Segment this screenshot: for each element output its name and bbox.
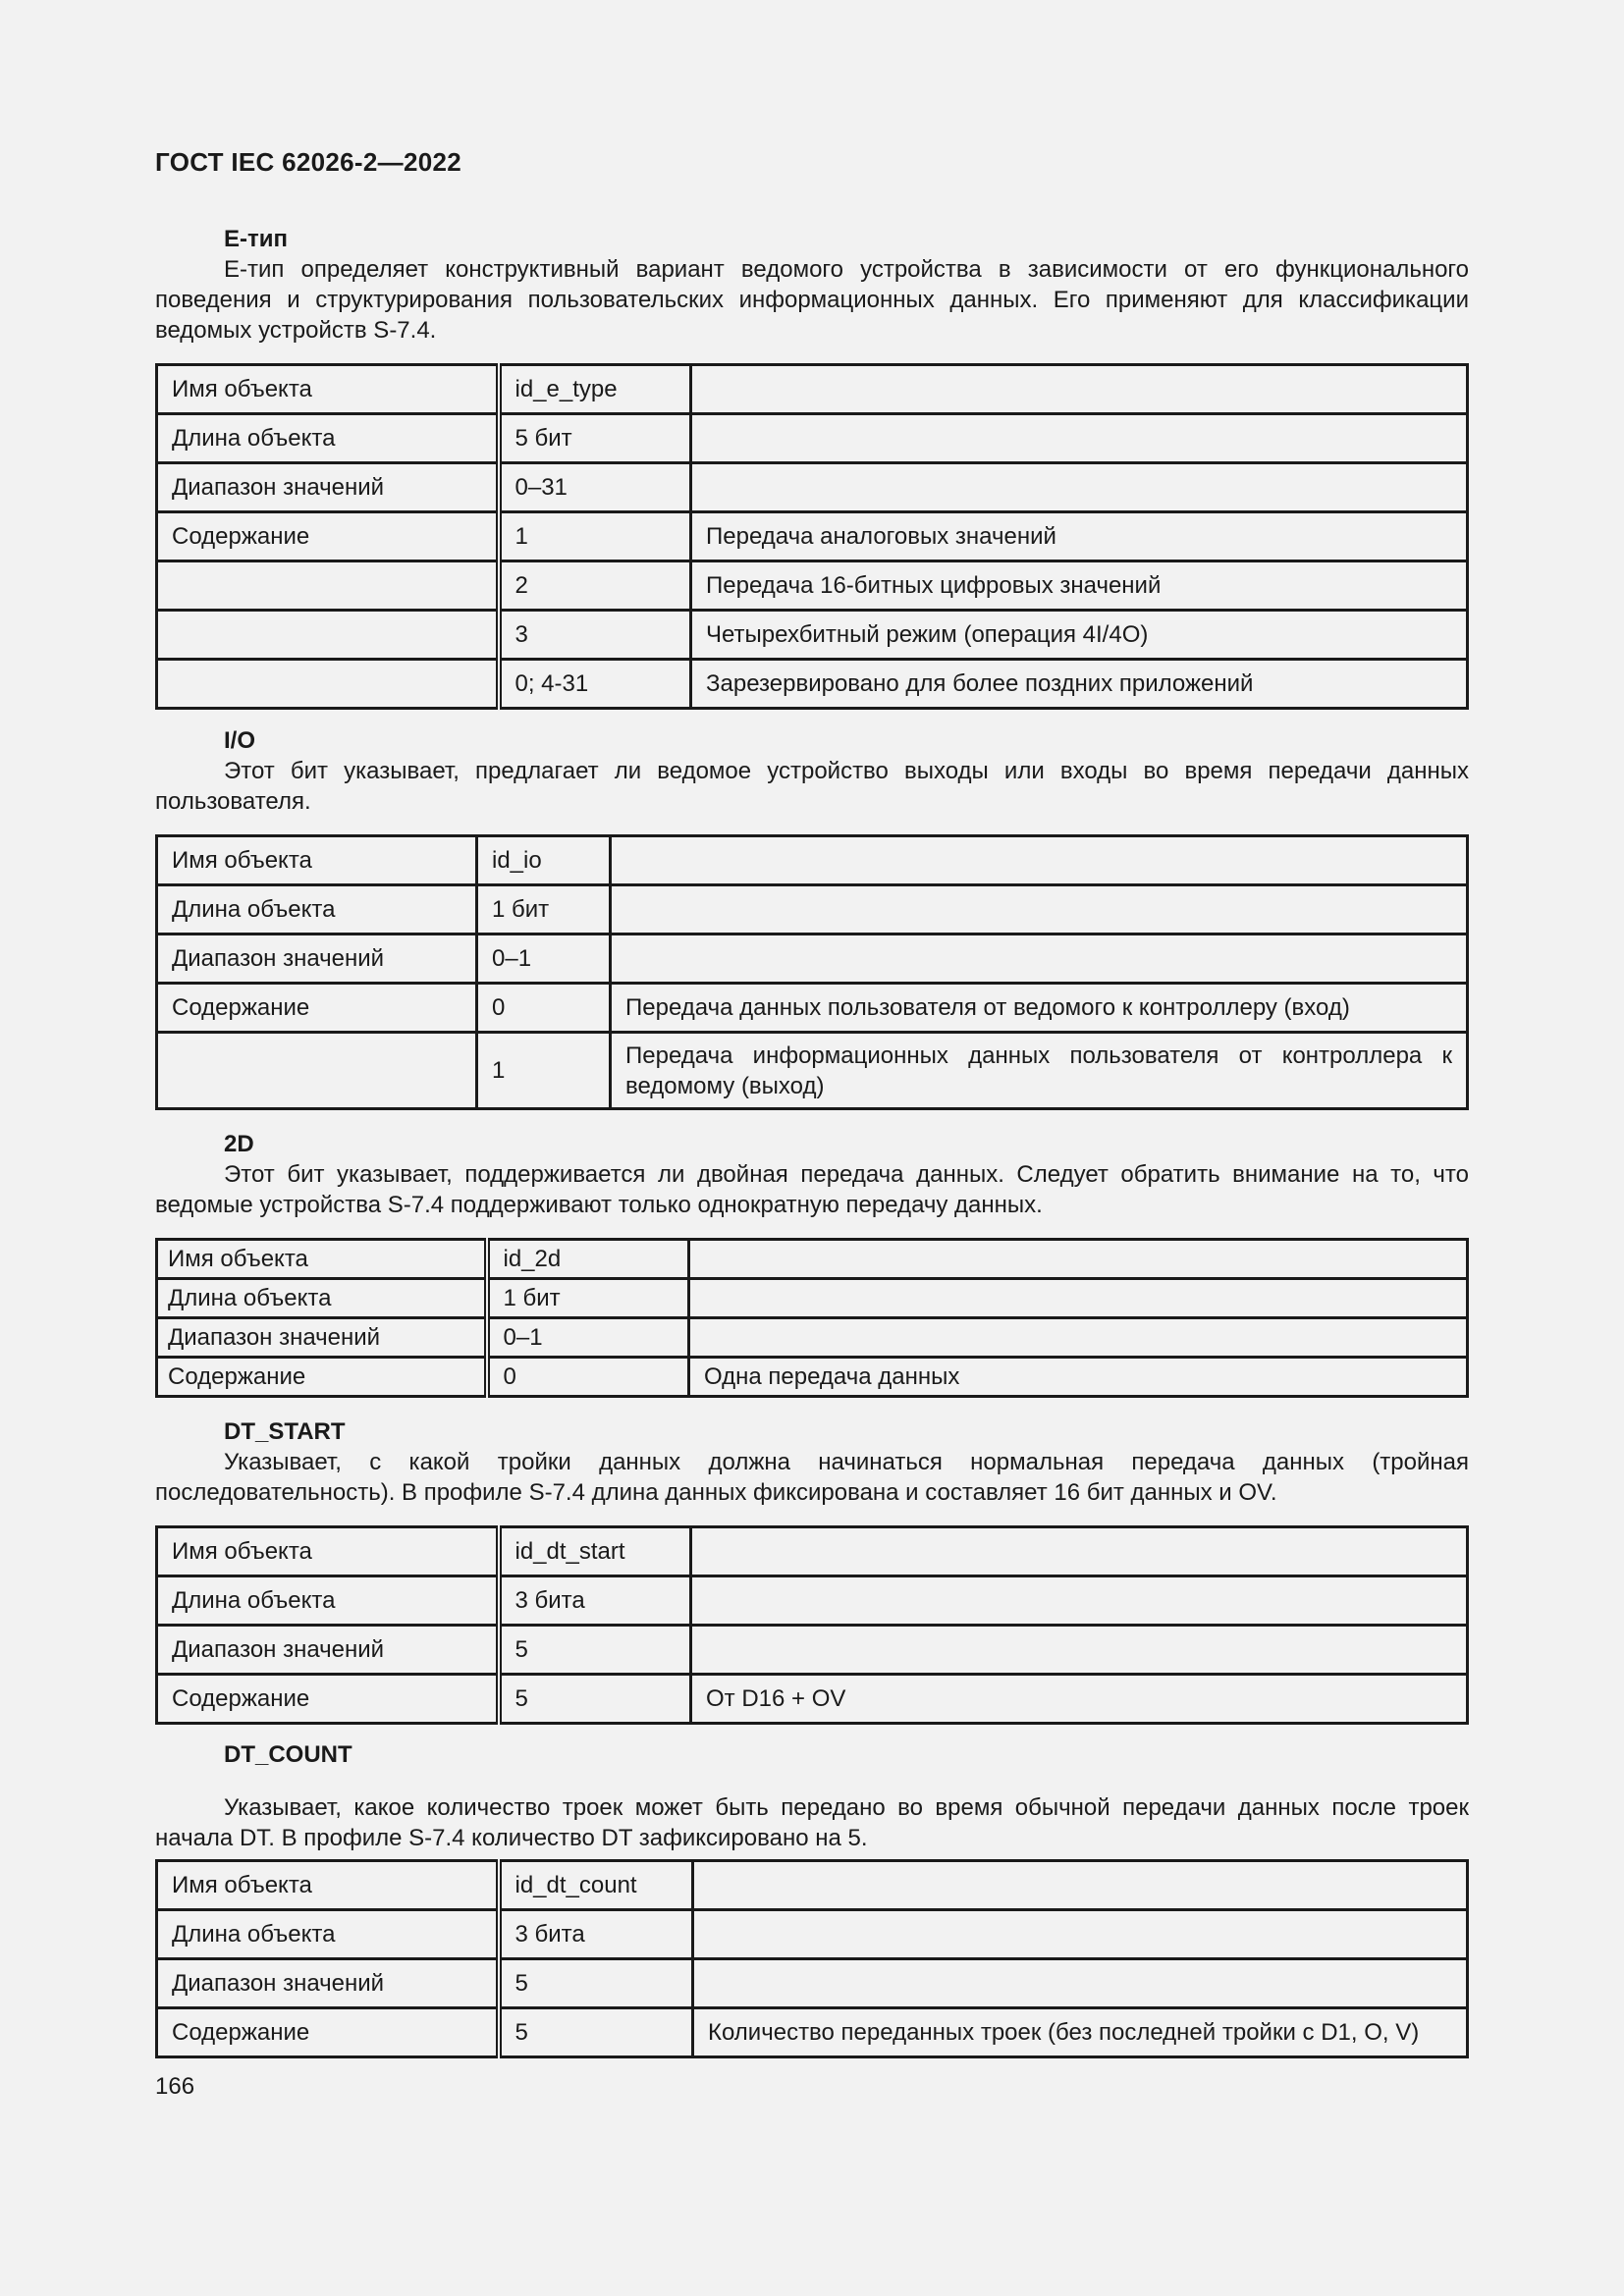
spec-table-e-type [155,363,1469,710]
table-row: Длина объекта 1 бит [157,1279,1468,1318]
table-row: Диапазон значений 5 [157,1959,1468,2008]
spec-table-io [155,834,1469,1110]
table-row: 3 Четырехбитный режим (операция 4I/4O) [157,611,1468,660]
section-dt-start [155,1416,1469,1725]
section-text: Этот бит указывает, поддерживается ли двойная передача данных. Следует обратить внимание на то, что ведомые устройства S-7.4 поддерживают только однократную передачу данных. [155,1161,1469,1218]
section-text: E-тип определяет конструктивный вариант ведомого устройства в зависимости от его функционального поведения и структурирования пользовательских информационных данных. Его применяют для классификации ведомых устройств S-7.4. [155,256,1469,344]
table-row: Длина объекта 1 бит [157,885,1468,934]
section-text: Указывает, какое количество троек может быть передано во время обычной передачи данных после троек начала DT. В профиле S-7.4 количество DT зафиксировано на 5. [155,1794,1469,1851]
section-io [155,725,1469,1110]
table-row: 1 Передача информационных данных пользователя от контроллера к ведомому (выход) [157,1033,1468,1109]
section-title: DT_START [224,1418,346,1445]
table-row: Длина объекта 3 бита [157,1576,1468,1626]
table-row: Содержание 0 Одна передача данных [157,1358,1468,1397]
section-title: E-тип [224,226,289,252]
spec-table-dt-start [155,1525,1469,1725]
section-title: 2D [224,1131,254,1157]
section-title: DT_COUNT [224,1741,352,1768]
section-e-type [155,224,1469,710]
document-header: ГОСТ IEC 62026-2—2022 [155,147,461,177]
table-row: Имя объекта id_dt_count [157,1861,1468,1910]
table-row: Диапазон значений 0–31 [157,463,1468,512]
table-row: 0; 4-31 Зарезервировано для более поздних приложений [157,660,1468,709]
table-row: Диапазон значений 5 [157,1626,1468,1675]
section-text: Указывает, с какой тройки данных должна начинаться нормальная передача данных (тройная последовательность). В профиле S-7.4 длина данных фиксирована и составляет 16 бит данных и OV. [155,1449,1469,1506]
page-number: 166 [155,2073,195,2100]
spec-table-dt-count [155,1859,1469,2058]
table-row: 2 Передача 16-битных цифровых значений [157,561,1468,611]
section-title: I/O [224,727,256,754]
table-row: Длина объекта 5 бит [157,414,1468,463]
table-row: Имя объекта id_io [157,836,1468,885]
table-row: Содержание 5 От D16 + OV [157,1675,1468,1724]
section-dt-count [155,1739,1469,2058]
table-row: Содержание 5 Количество переданных троек (без последней тройки с D1, O, V) [157,2008,1468,2057]
section-text: Этот бит указывает, предлагает ли ведомое устройство выходы или входы во время передачи данных пользователя. [155,758,1469,815]
table-row: Длина объекта 3 бита [157,1910,1468,1959]
table-row: Содержание 1 Передача аналоговых значений [157,512,1468,561]
spec-table-2d [155,1238,1469,1398]
table-row: Диапазон значений 0–1 [157,1318,1468,1358]
table-row: Содержание 0 Передача данных пользователя от ведомого к контроллеру (вход) [157,984,1468,1033]
table-row: Диапазон значений 0–1 [157,934,1468,984]
table-row: Имя объекта id_2d [157,1240,1468,1279]
table-row: Имя объекта id_dt_start [157,1527,1468,1576]
table-row: Имя объекта id_e_type [157,365,1468,414]
section-2d [155,1129,1469,1398]
